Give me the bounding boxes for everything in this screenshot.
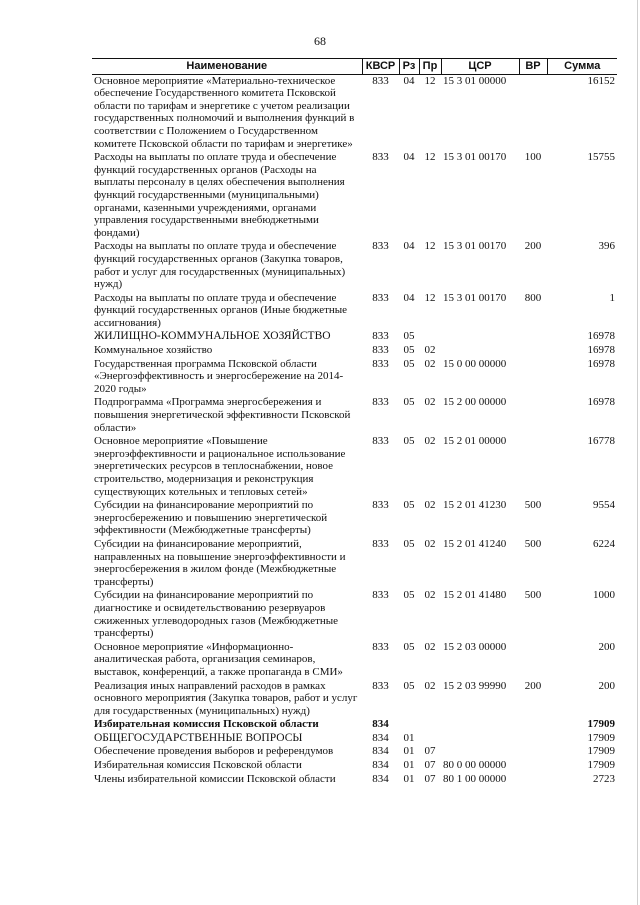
cell-vr (519, 396, 547, 435)
cell-kvsr: 834 (372, 731, 389, 744)
cell-name: Основное мероприятие «Повышение энергоэффективности и рациональное использование энергетических ресурсов в теплоснабжении, новое строительство, модернизация и реконструкция существующих котельных и тепловых сетей» (94, 435, 346, 498)
cell-rz: 01 (403, 731, 415, 744)
table-row (92, 641, 617, 680)
cell-name: Обеспечение проведения выборов и референдумов (94, 745, 334, 758)
header-sum: Сумма (547, 59, 617, 75)
table-row (92, 538, 617, 589)
table-row (92, 773, 617, 787)
cell-kvsr: 833 (372, 435, 389, 448)
cell-csr: 15 3 01 00000 (443, 74, 507, 87)
cell-name: Избирательная комиссия Псковской области (94, 759, 302, 772)
table-row (92, 759, 617, 773)
table-body (92, 74, 617, 786)
cell-kvsr: 833 (372, 240, 389, 253)
cell-vr (519, 330, 547, 344)
cell-rz: 01 (403, 772, 415, 785)
table-row (92, 74, 617, 151)
table-row (92, 151, 617, 240)
cell-name: Члены избирательной комиссии Псковской области (94, 772, 336, 785)
table-row (92, 330, 617, 344)
cell-pr: 02 (424, 435, 436, 448)
cell-vr: 800 (524, 291, 542, 304)
cell-pr: 12 (424, 291, 436, 304)
cell-name: Основное мероприятие «Информационно-аналитическая работа, организация семинаров, выставок, конференций, а также пропаганда в СМИ» (94, 640, 343, 678)
table-row (92, 358, 617, 397)
cell-rz: 05 (403, 537, 415, 550)
cell-kvsr: 833 (372, 151, 389, 164)
cell-vr (519, 641, 547, 680)
cell-pr: 02 (424, 640, 436, 653)
cell-rz: 05 (403, 357, 415, 370)
table-row (92, 396, 617, 435)
cell-csr (441, 330, 519, 344)
cell-pr: 02 (424, 679, 436, 692)
cell-csr (441, 732, 519, 746)
cell-csr: 15 0 00 00000 (443, 357, 507, 370)
cell-vr (519, 732, 547, 746)
cell-pr: 07 (424, 745, 436, 758)
cell-rz: 04 (403, 74, 415, 87)
cell-sum: 16978 (587, 330, 615, 343)
table-row (92, 292, 617, 331)
cell-name: Субсидии на финансирование мероприятий, направленных на повышение энергоэффективности и энергосбережения в жилом фонде (Межбюджетные трансферты) (94, 537, 346, 588)
cell-pr: 12 (424, 151, 436, 164)
cell-sum: 17909 (587, 759, 615, 772)
cell-kvsr: 833 (372, 357, 389, 370)
cell-sum: 396 (598, 240, 615, 253)
cell-csr: 15 3 01 00170 (443, 291, 507, 304)
cell-csr: 80 1 00 00000 (443, 772, 507, 785)
cell-name: Основное мероприятие «Материально-техническое обеспечение Государственного комитета Псковской области по тарифам и энергетике с учетом реализации государственных полномочий и выполнения функций в соответствии с Положением о Государственном комитете Псковской области по тарифам и энергетике» (94, 74, 355, 150)
cell-rz: 05 (403, 679, 415, 692)
cell-sum: 2723 (593, 772, 615, 785)
cell-csr (441, 344, 519, 358)
cell-pr: 02 (424, 589, 436, 602)
cell-kvsr: 833 (372, 640, 389, 653)
cell-csr: 15 2 03 00000 (443, 640, 507, 653)
cell-rz: 05 (403, 589, 415, 602)
cell-pr: 02 (424, 357, 436, 370)
cell-name: ОБЩЕГОСУДАРСТВЕННЫЕ ВОПРОСЫ (94, 731, 303, 744)
cell-rz: 04 (403, 240, 415, 253)
cell-csr: 15 2 00 00000 (443, 396, 507, 409)
cell-vr (519, 435, 547, 499)
cell-kvsr: 833 (372, 589, 389, 602)
cell-sum: 200 (598, 640, 615, 653)
table-row (92, 589, 617, 640)
page-edge-shadow (637, 0, 638, 905)
cell-csr: 15 2 03 99990 (443, 679, 507, 692)
cell-kvsr: 833 (372, 537, 389, 550)
cell-name: ЖИЛИЩНО-КОММУНАЛЬНОЕ ХОЗЯЙСТВО (94, 330, 331, 343)
cell-vr: 100 (524, 151, 542, 164)
cell-rz: 01 (403, 759, 415, 772)
cell-vr: 200 (524, 240, 542, 253)
cell-rz: 05 (403, 435, 415, 448)
cell-sum: 1000 (593, 589, 615, 602)
cell-pr (419, 330, 441, 344)
cell-pr: 12 (424, 240, 436, 253)
cell-sum: 16152 (587, 74, 615, 87)
table-row (92, 499, 617, 538)
cell-vr (519, 773, 547, 787)
cell-csr: 15 3 01 00170 (443, 240, 507, 253)
cell-csr: 15 2 01 00000 (443, 435, 507, 448)
cell-sum: 1 (609, 291, 615, 304)
cell-pr: 02 (424, 537, 436, 550)
cell-sum: 16978 (587, 396, 615, 409)
cell-csr (441, 745, 519, 759)
cell-rz (399, 718, 419, 732)
cell-csr (441, 718, 519, 732)
table-row (92, 240, 617, 291)
cell-kvsr: 833 (372, 291, 389, 304)
cell-kvsr: 833 (372, 679, 389, 692)
page-number: 68 (314, 34, 326, 48)
table-row (92, 680, 617, 719)
cell-csr: 15 3 01 00170 (443, 151, 507, 164)
cell-name: Субсидии на финансирование мероприятий по энергосбережению и повышению энергетической эффективности (Межбюджетные трансферты) (94, 499, 328, 537)
header-pr: Пр (419, 59, 441, 75)
cell-pr (419, 718, 441, 732)
cell-rz: 05 (403, 344, 415, 357)
cell-kvsr: 834 (372, 759, 389, 772)
cell-name: Подпрограмма «Программа энергосбережения и повышения энергетической эффективности Псковской области» (94, 396, 351, 434)
cell-pr: 02 (424, 396, 436, 409)
cell-vr (519, 759, 547, 773)
cell-sum: 6224 (593, 537, 615, 550)
cell-kvsr: 833 (372, 344, 389, 357)
cell-kvsr: 833 (372, 74, 389, 87)
cell-kvsr: 833 (372, 330, 389, 343)
cell-sum: 17909 (587, 745, 615, 758)
cell-rz: 05 (403, 640, 415, 653)
table-row (92, 732, 617, 746)
table-header-row (92, 59, 617, 75)
cell-vr (519, 745, 547, 759)
cell-kvsr: 833 (372, 396, 389, 409)
header-vr: ВР (519, 59, 547, 75)
cell-name: Расходы на выплаты по оплате труда и обеспечение функций государственных органов (Расходы на выплаты персоналу в целях обеспечения выполнения функций государственными (муниципальными) органами, казенными учреждениями, органами управления государственными внебюджетными фондами) (94, 151, 345, 239)
header-kvsr: КВСР (362, 59, 399, 75)
header-rz: Рз (399, 59, 419, 75)
cell-sum: 16978 (587, 344, 615, 357)
cell-rz: 04 (403, 291, 415, 304)
cell-pr: 02 (424, 499, 436, 512)
table-row (92, 435, 617, 499)
cell-rz: 01 (403, 745, 415, 758)
cell-vr: 500 (524, 499, 542, 512)
cell-pr: 07 (424, 759, 436, 772)
cell-sum: 16978 (587, 357, 615, 370)
cell-name: Коммунальное хозяйство (94, 344, 213, 357)
cell-rz: 05 (403, 330, 415, 343)
cell-pr: 12 (424, 74, 436, 87)
header-csr: ЦСР (441, 59, 519, 75)
cell-csr: 15 2 01 41230 (443, 499, 507, 512)
cell-vr (519, 74, 547, 151)
cell-vr (519, 358, 547, 397)
cell-rz: 04 (403, 151, 415, 164)
header-name: Наименование (92, 59, 362, 75)
cell-name: Избирательная комиссия Псковской области (94, 718, 319, 731)
cell-kvsr: 834 (372, 772, 389, 785)
cell-kvsr: 834 (372, 745, 389, 758)
cell-kvsr: 833 (372, 499, 389, 512)
cell-sum: 15755 (587, 151, 615, 164)
cell-csr: 15 2 01 41240 (443, 537, 507, 550)
cell-sum: 9554 (593, 499, 615, 512)
budget-table (92, 58, 617, 786)
cell-rz: 05 (403, 396, 415, 409)
cell-pr (419, 732, 441, 746)
cell-pr: 02 (424, 344, 436, 357)
cell-vr (519, 344, 547, 358)
cell-vr: 200 (524, 679, 542, 692)
cell-vr (519, 718, 547, 732)
table-row (92, 718, 617, 732)
cell-sum: 17909 (587, 731, 615, 744)
cell-name: Реализация иных направлений расходов в рамках основного мероприятия (Закупка товаров, работ и услуг для государственных (муниципальных) нужд) (94, 679, 358, 717)
cell-sum: 200 (598, 679, 615, 692)
cell-csr: 80 0 00 00000 (443, 759, 507, 772)
cell-name: Расходы на выплаты по оплате труда и обеспечение функций государственных органов (Иные бюджетные ассигнования) (94, 291, 348, 329)
cell-name: Государственная программа Псковской области «Энергоэффективность и энергосбережение на 2014-2020 годы» (94, 357, 344, 395)
table-row (92, 344, 617, 358)
table-row (92, 745, 617, 759)
cell-kvsr: 834 (372, 718, 389, 731)
cell-sum: 17909 (587, 718, 615, 731)
cell-sum: 16778 (587, 435, 615, 448)
cell-pr: 07 (424, 772, 436, 785)
cell-vr: 500 (524, 537, 542, 550)
cell-vr: 500 (524, 589, 542, 602)
cell-name: Расходы на выплаты по оплате труда и обеспечение функций государственных органов (Закупка товаров, работ и услуг для государственных (муниципальных) нужд) (94, 240, 346, 291)
cell-csr: 15 2 01 41480 (443, 589, 507, 602)
cell-name: Субсидии на финансирование мероприятий по диагностике и освидетельствованию резервуаров сжиженных углеводородных газов (Межбюджетные трансферты) (94, 589, 339, 640)
cell-rz: 05 (403, 499, 415, 512)
